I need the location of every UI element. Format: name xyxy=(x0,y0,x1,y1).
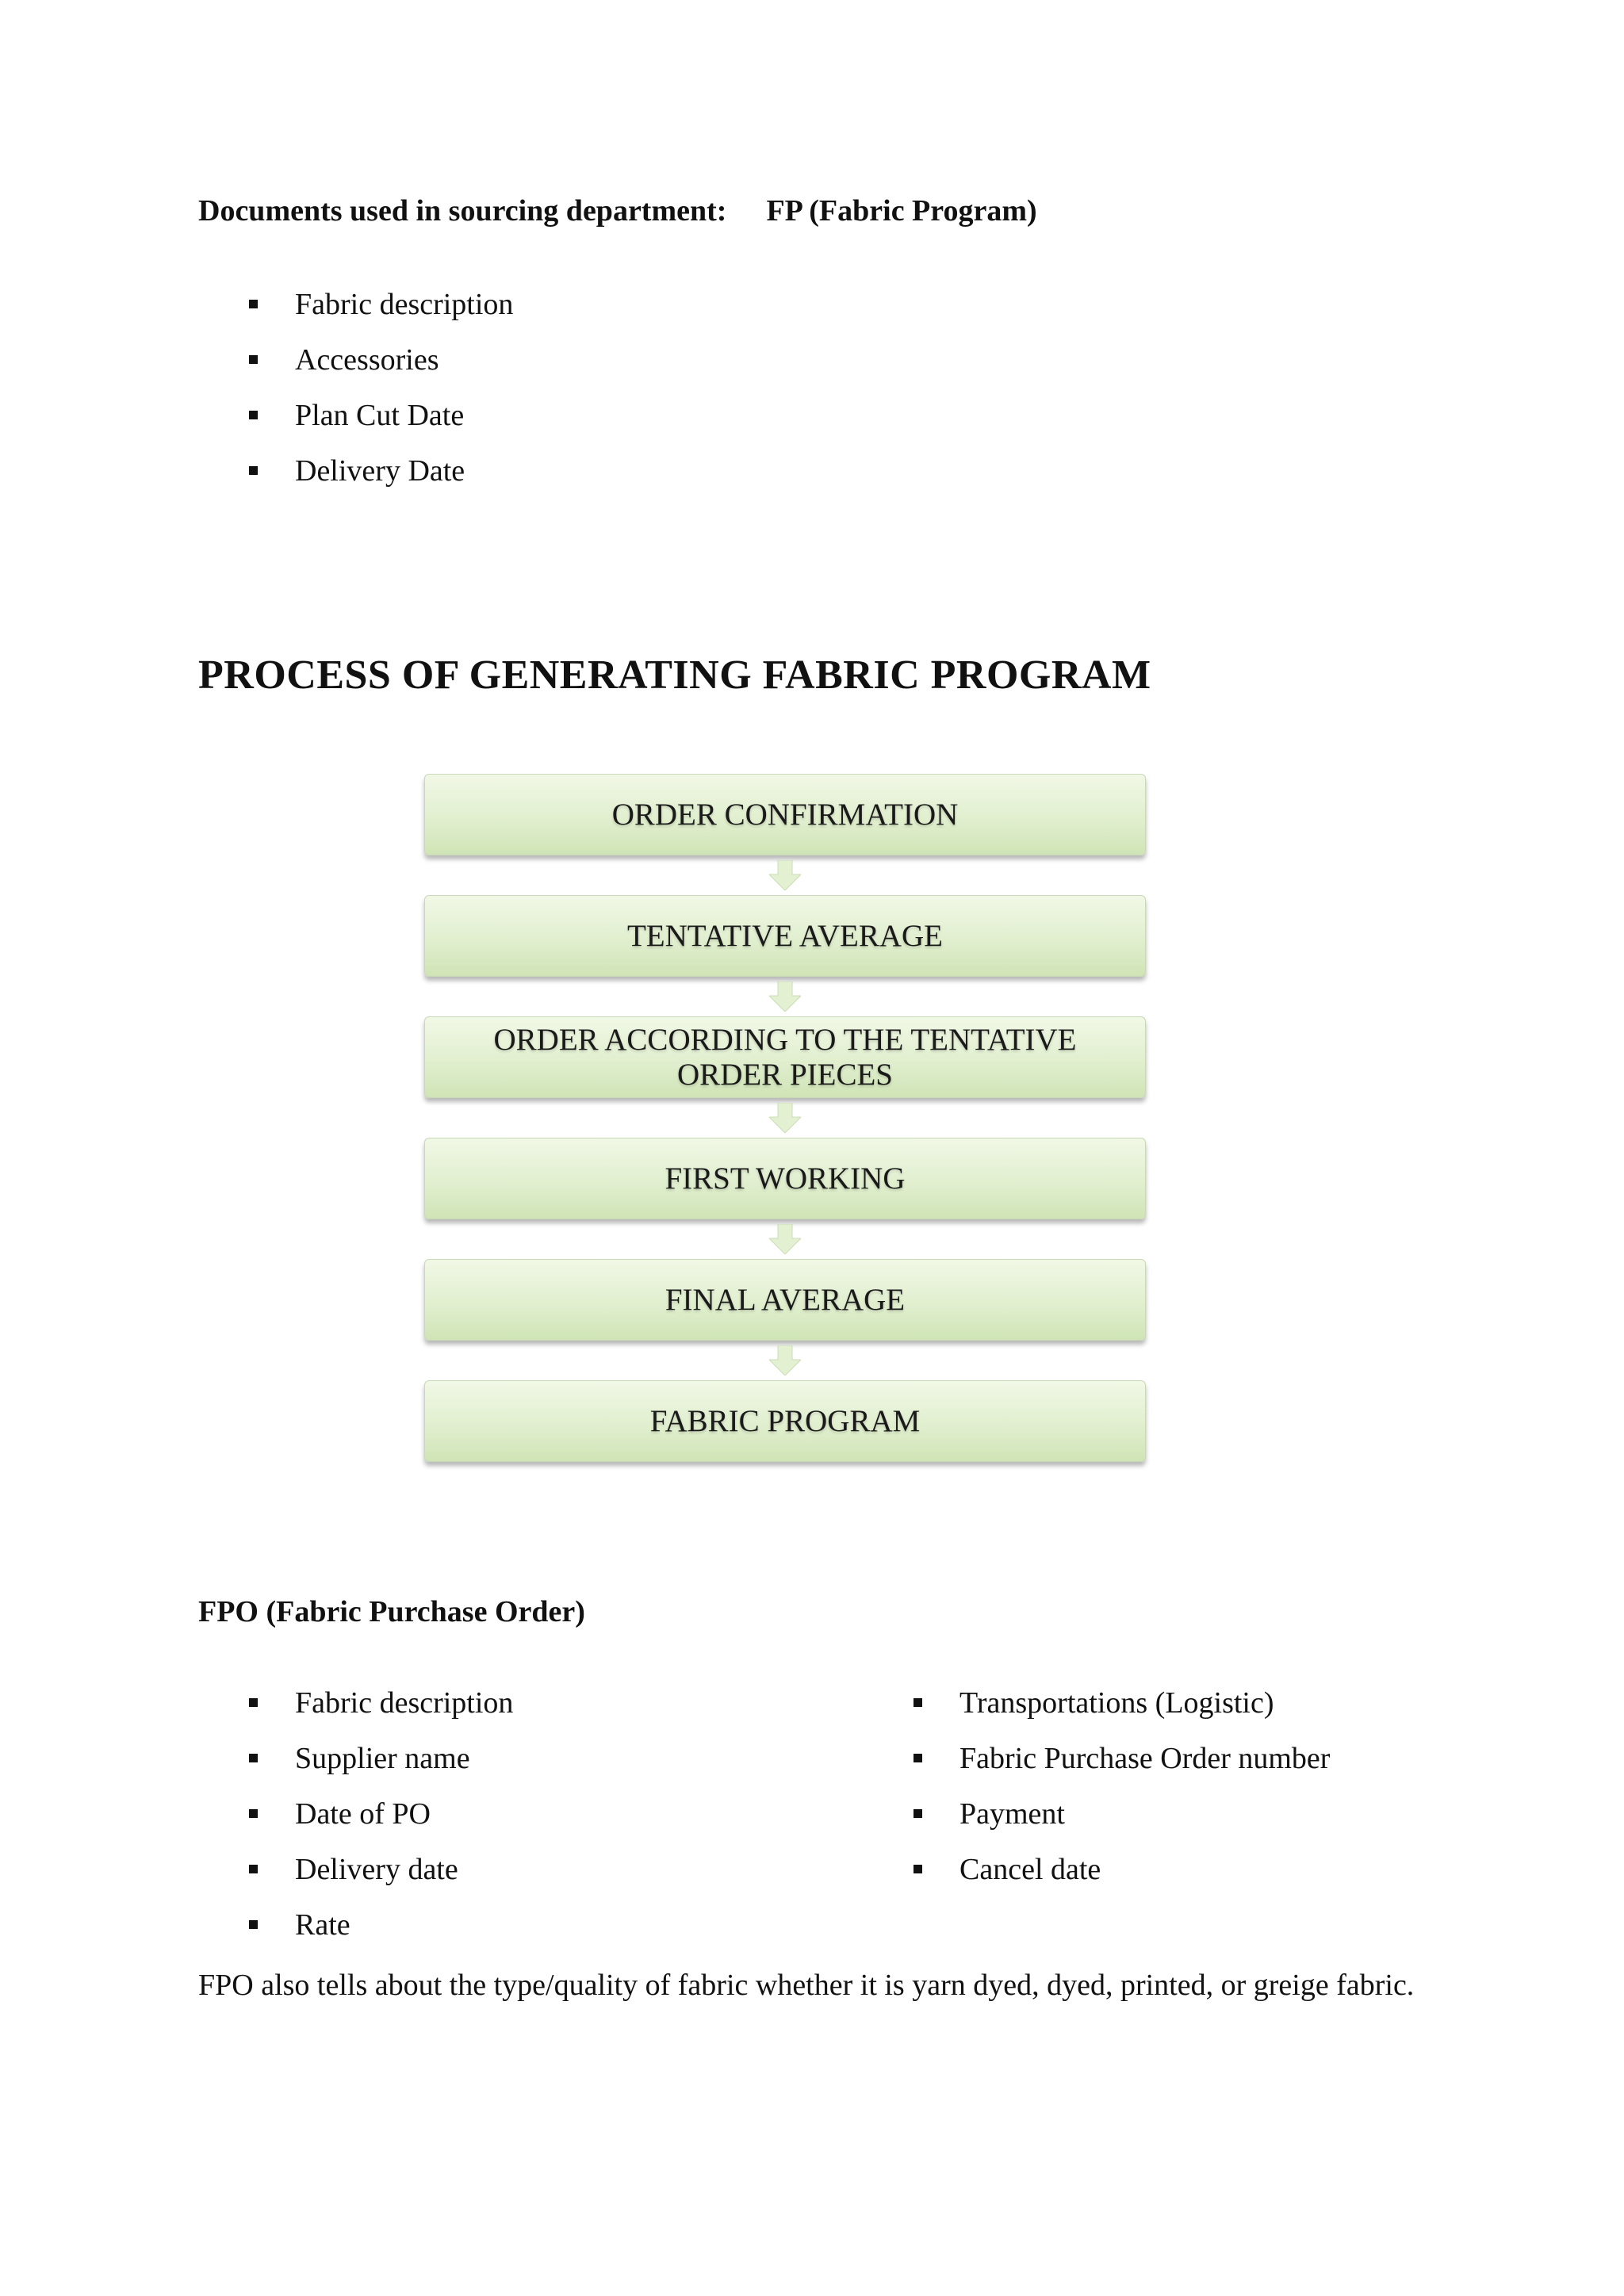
list-item xyxy=(863,1731,1330,1786)
square-bullet-icon xyxy=(914,1754,922,1762)
list-item xyxy=(198,1897,513,1953)
square-bullet-icon xyxy=(249,355,258,364)
list-item xyxy=(863,1786,1330,1842)
list-item-text: Accessories xyxy=(295,343,439,377)
square-bullet-icon xyxy=(914,1698,922,1707)
list-item-text: Date of PO xyxy=(295,1797,431,1831)
list-item-text: Fabric description xyxy=(295,1686,514,1720)
list-item-text: Supplier name xyxy=(295,1742,470,1775)
list-item-text: Delivery Date xyxy=(295,454,465,488)
list-item xyxy=(198,277,513,332)
flow-step-order-according xyxy=(424,1016,1146,1098)
list-item-text: Payment xyxy=(959,1797,1065,1831)
square-bullet-icon xyxy=(249,1865,258,1873)
flow-step-label: FINAL AVERAGE xyxy=(665,1282,906,1317)
down-arrow-icon xyxy=(424,1341,1146,1380)
down-arrow-icon xyxy=(424,977,1146,1016)
square-bullet-icon xyxy=(249,1698,258,1707)
document-header xyxy=(198,193,1037,228)
flow-step-order-confirmation xyxy=(424,774,1146,855)
flow-step-first-working xyxy=(424,1138,1146,1219)
list-item xyxy=(198,332,513,388)
list-item xyxy=(198,1675,513,1731)
section-title: PROCESS OF GENERATING FABRIC PROGRAM xyxy=(198,652,1151,698)
list-item xyxy=(198,1842,513,1897)
list-item-text: Fabric description xyxy=(295,288,514,321)
square-bullet-icon xyxy=(249,466,258,475)
list-item xyxy=(198,1731,513,1786)
square-bullet-icon xyxy=(249,411,258,419)
list-item xyxy=(198,443,513,499)
list-item-text: Rate xyxy=(295,1908,350,1942)
down-arrow-icon xyxy=(424,1219,1146,1259)
list-item xyxy=(863,1675,1330,1731)
list-item xyxy=(863,1842,1330,1897)
flow-step-label: FIRST WORKING xyxy=(665,1161,906,1196)
flow-step-final-average xyxy=(424,1259,1146,1341)
flow-step-tentative-average xyxy=(424,895,1146,977)
list-item-text: Plan Cut Date xyxy=(295,399,465,432)
flow-step-label: ORDER ACCORDING TO THE TENTATIVE ORDER PIECES xyxy=(493,1022,1077,1092)
list-item-text: Transportations (Logistic) xyxy=(959,1686,1274,1720)
square-bullet-icon xyxy=(249,1754,258,1762)
list-item xyxy=(198,1786,513,1842)
square-bullet-icon xyxy=(249,1809,258,1818)
list-item xyxy=(198,388,513,443)
flow-step-fabric-program xyxy=(424,1380,1146,1462)
flow-step-label: TENTATIVE AVERAGE xyxy=(626,918,944,953)
list-item-text: Cancel date xyxy=(959,1853,1101,1886)
fpo-description-paragraph: FPO also tells about the type/quality of fabric whether it is yarn dyed, dyed, printed, or greige fabric. xyxy=(198,1969,1415,2002)
list-item-text: Delivery date xyxy=(295,1853,458,1886)
down-arrow-icon xyxy=(424,855,1146,895)
down-arrow-icon xyxy=(424,1098,1146,1138)
process-flow-diagram xyxy=(424,774,1147,1462)
square-bullet-icon xyxy=(249,1920,258,1929)
square-bullet-icon xyxy=(914,1865,922,1873)
header-left-text: Documents used in sourcing department: xyxy=(198,194,727,228)
list-item-text: Fabric Purchase Order number xyxy=(959,1742,1331,1775)
square-bullet-icon xyxy=(914,1809,922,1818)
header-right-text: FP (Fabric Program) xyxy=(766,194,1037,228)
fp-items-list xyxy=(198,277,513,499)
fpo-items-right-list xyxy=(863,1675,1330,1897)
flow-step-label: FABRIC PROGRAM xyxy=(649,1403,921,1438)
flow-step-label: ORDER CONFIRMATION xyxy=(611,797,959,832)
fpo-items-left-list xyxy=(198,1675,513,1953)
fpo-title: FPO (Fabric Purchase Order) xyxy=(198,1595,585,1628)
square-bullet-icon xyxy=(249,300,258,308)
